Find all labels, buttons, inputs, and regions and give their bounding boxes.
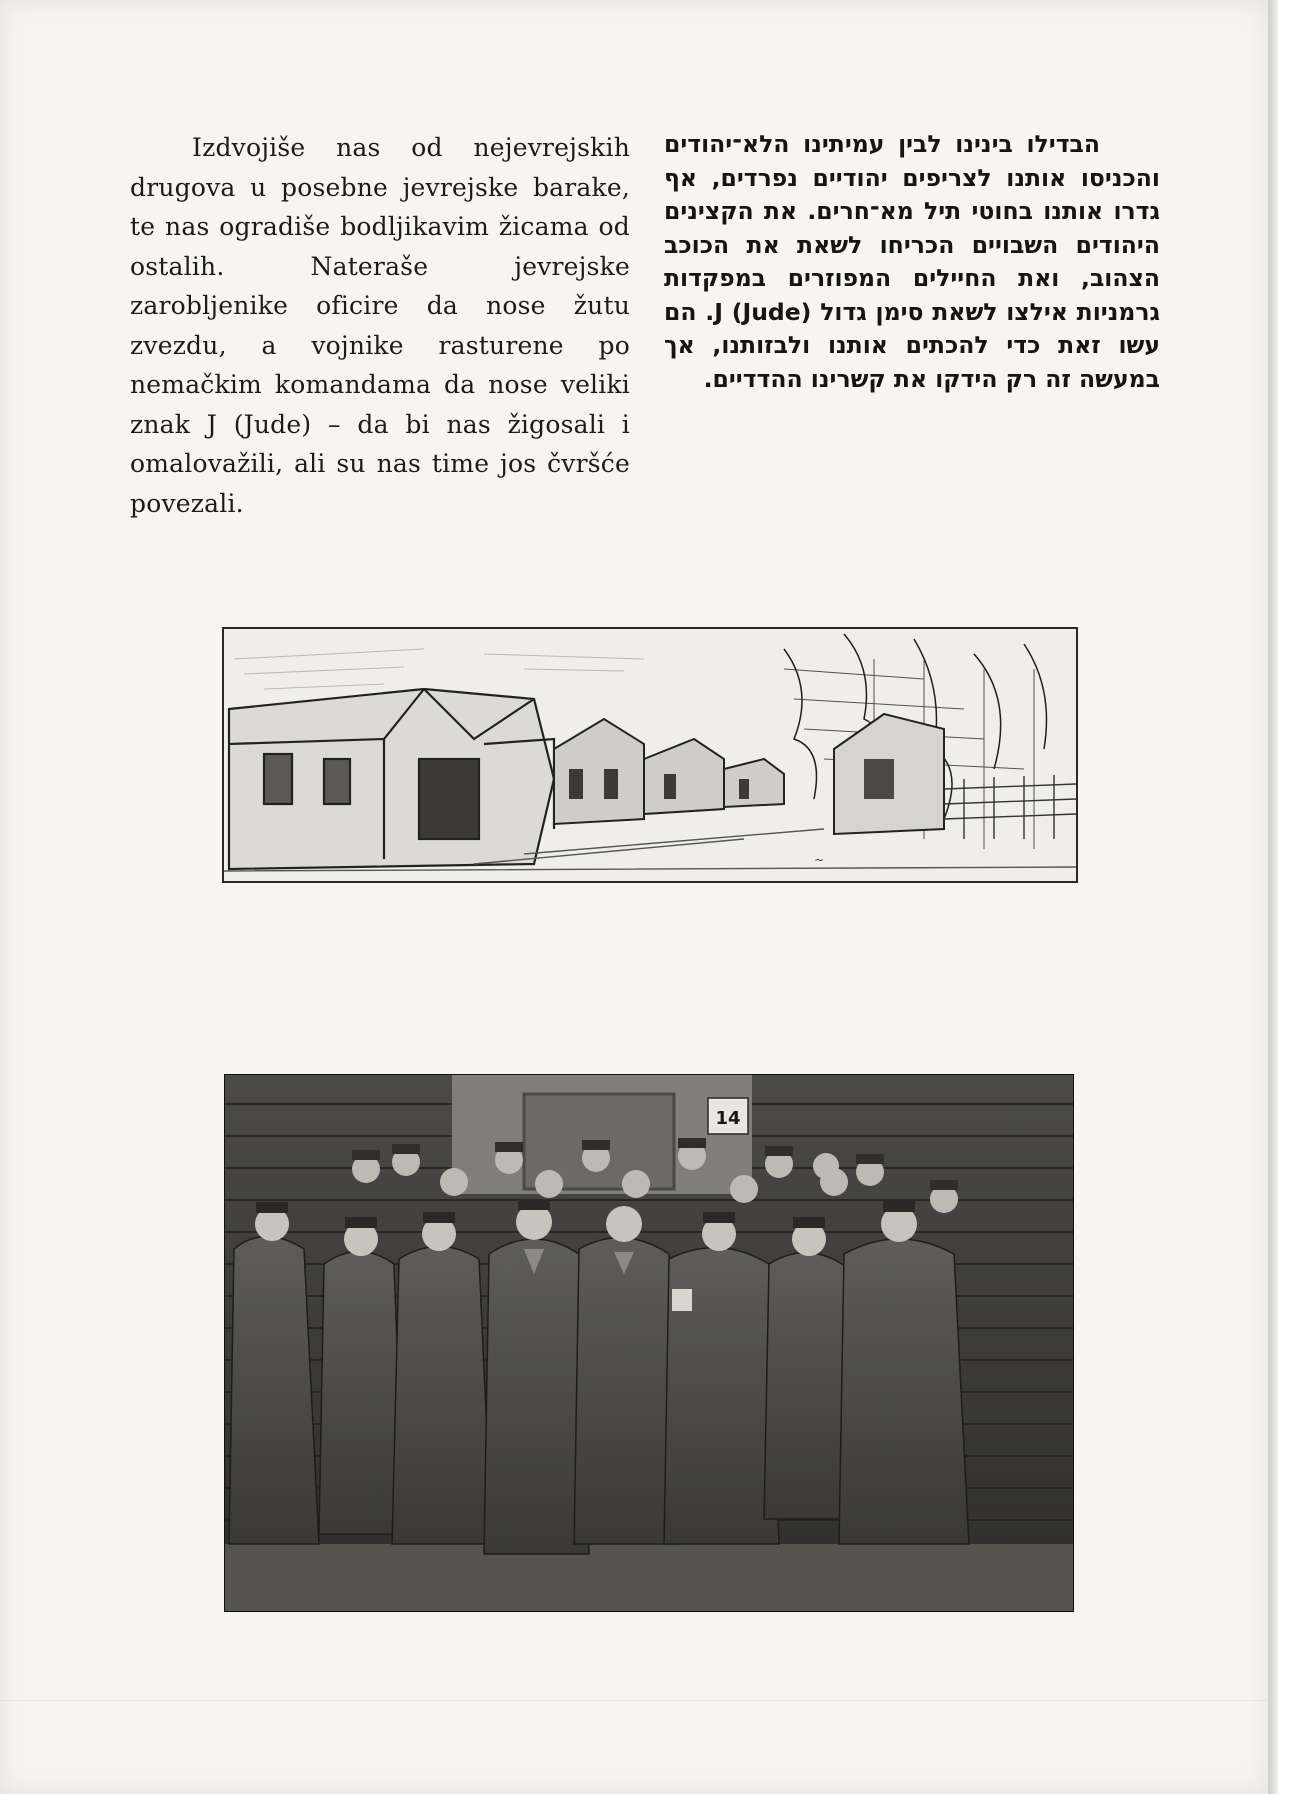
svg-text:~: ~ (814, 853, 825, 867)
barrack-number-sign: 14 (715, 1108, 741, 1129)
hebrew-text-column: הבדילו בינינו לבין עמיתינו הלא־יהודים והכניסו אותנו לצריפים יהודיים נפרדים, אף גדרו אותנו בחוטי תיל מא־חרים. את הקצינים היהודים השבויים הכריחו לשאת את הכוכב הצהוב, ואת החיילים המפוזרים במפקדות גרמניות אילצו לשאת סימן גדול J (Jude). הם עשו זאת כדי להכתים אותנו ולבזותנו, אך במעשה זה רק הידקו את קשרינו ההדדיים. (664, 130, 1161, 393)
barracks-sketch-illustration (222, 627, 1078, 883)
bosnian-text-column: Izdvojiše nas od nejevrejskih drugova u posebne jevrejske barake, te nas ogradiše bodljikavim žicama od ostalih. Nateraše jevrejske zarobljenike oficire da nose žutu zvezdu, a vojnike rasturene po nemačkim komandama da nose veliki znak J (Jude) – da bi nas žigosali i omalovažili, ali su nas time jos čvršće povezali. (130, 133, 630, 518)
scan-margin (1278, 0, 1312, 1794)
page-fold-line (0, 1700, 1268, 1701)
prisoners-group-photograph (224, 1074, 1074, 1612)
page-spine-shadow (1268, 0, 1278, 1794)
